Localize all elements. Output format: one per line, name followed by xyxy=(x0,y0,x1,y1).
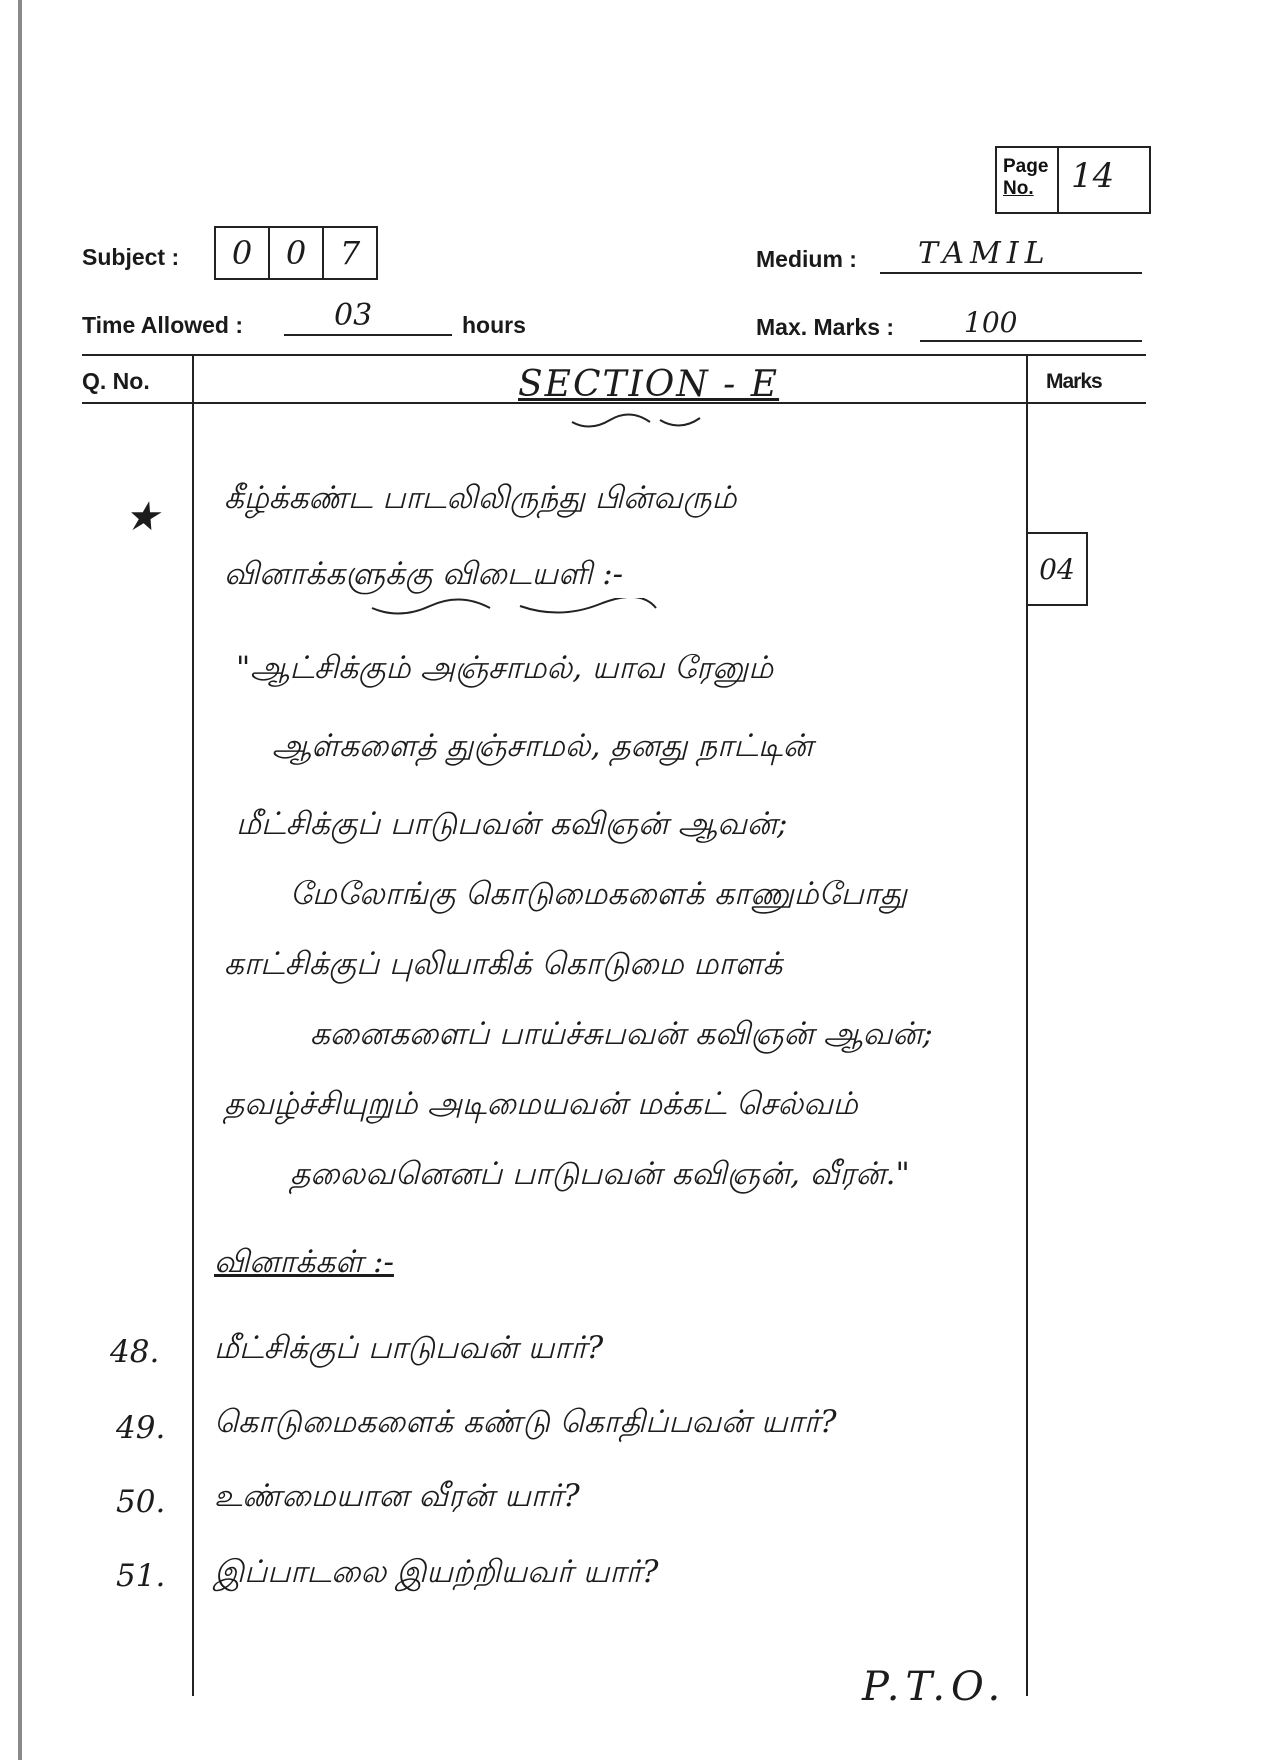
subject-label: Subject : xyxy=(82,244,180,270)
qno-column-header: Q. No. xyxy=(82,368,150,394)
poem-line: தலைவனெனப் பாடுபவன் கவிஞன், வீரன்." xyxy=(290,1156,910,1192)
time-allowed-value: 03 xyxy=(334,298,373,333)
subject-code-boxes xyxy=(214,226,378,280)
subject-digit: 0 xyxy=(214,226,270,280)
instruction-marks-box: 04 xyxy=(1026,532,1088,606)
poem-line: தவழ்ச்சியுறும் அடிமையவன் மக்கட் செல்வம் xyxy=(224,1086,858,1122)
question-text: உண்மையான வீரன் யார்? xyxy=(214,1478,580,1514)
max-marks-underline xyxy=(920,340,1142,342)
question-number: 49. xyxy=(116,1410,166,1446)
section-title: SECTION - E xyxy=(518,364,780,405)
poem-line: காட்சிக்குப் புலியாகிக் கொடுமை மாளக் xyxy=(224,946,783,982)
question-number: 50. xyxy=(116,1484,166,1520)
footer-note: P.T.O. xyxy=(862,1664,1007,1710)
subject-digit: 7 xyxy=(324,226,378,280)
marks-column-header: Marks xyxy=(1046,370,1102,393)
poem-line: மீட்சிக்குப் பாடுபவன் கவிஞன் ஆவன்; xyxy=(236,806,788,842)
poem-line: கனைகளைப் பாய்ச்சுபவன் கவிஞன் ஆவன்; xyxy=(310,1016,933,1052)
subject-digit: 0 xyxy=(270,226,324,280)
question-text: கொடுமைகளைக் கண்டு கொதிப்பவன் யார்? xyxy=(214,1404,837,1440)
questions-heading: வினாக்கள் :- xyxy=(214,1244,394,1280)
time-allowed-underline xyxy=(284,334,452,336)
medium-value: TAMIL xyxy=(918,236,1051,271)
poem-line: மேலோங்கு கொடுமைகளைக் காணும்போது xyxy=(290,876,907,912)
star-marker-icon: ★ xyxy=(124,494,160,540)
page-number-value: 14 xyxy=(1071,156,1115,196)
poem-line: ஆள்களைத் துஞ்சாமல், தனது நாட்டின் xyxy=(272,728,813,764)
question-number: 48. xyxy=(110,1334,160,1370)
instruction-line-1: கீழ்க்கண்ட பாடலிலிருந்து பின்வரும் xyxy=(224,480,737,516)
max-marks-label: Max. Marks : xyxy=(756,314,895,340)
page-number-box xyxy=(995,146,1151,214)
qno-column-rule xyxy=(192,354,194,1696)
left-margin-rule xyxy=(18,0,22,1760)
question-number: 51. xyxy=(116,1558,166,1594)
question-text: இப்பாடலை இயற்றியவர் யார்? xyxy=(214,1554,659,1590)
instruction-line-2: வினாக்களுக்கு விடையளி :- xyxy=(224,556,624,592)
instruction-squiggle xyxy=(370,598,660,622)
question-text: மீட்சிக்குப் பாடுபவன் யார்? xyxy=(214,1330,604,1366)
time-allowed-label: Time Allowed : xyxy=(82,312,244,338)
poem-line: "ஆட்சிக்கும் அஞ்சாமல், யாவ ரேனும் xyxy=(236,650,774,686)
medium-label: Medium : xyxy=(756,246,857,272)
max-marks-value: 100 xyxy=(964,306,1018,339)
table-top-rule xyxy=(82,354,1146,356)
section-title-squiggle xyxy=(570,410,730,434)
page-number-label: Page No. xyxy=(997,148,1059,212)
time-unit: hours xyxy=(462,312,526,338)
medium-underline xyxy=(880,272,1142,274)
